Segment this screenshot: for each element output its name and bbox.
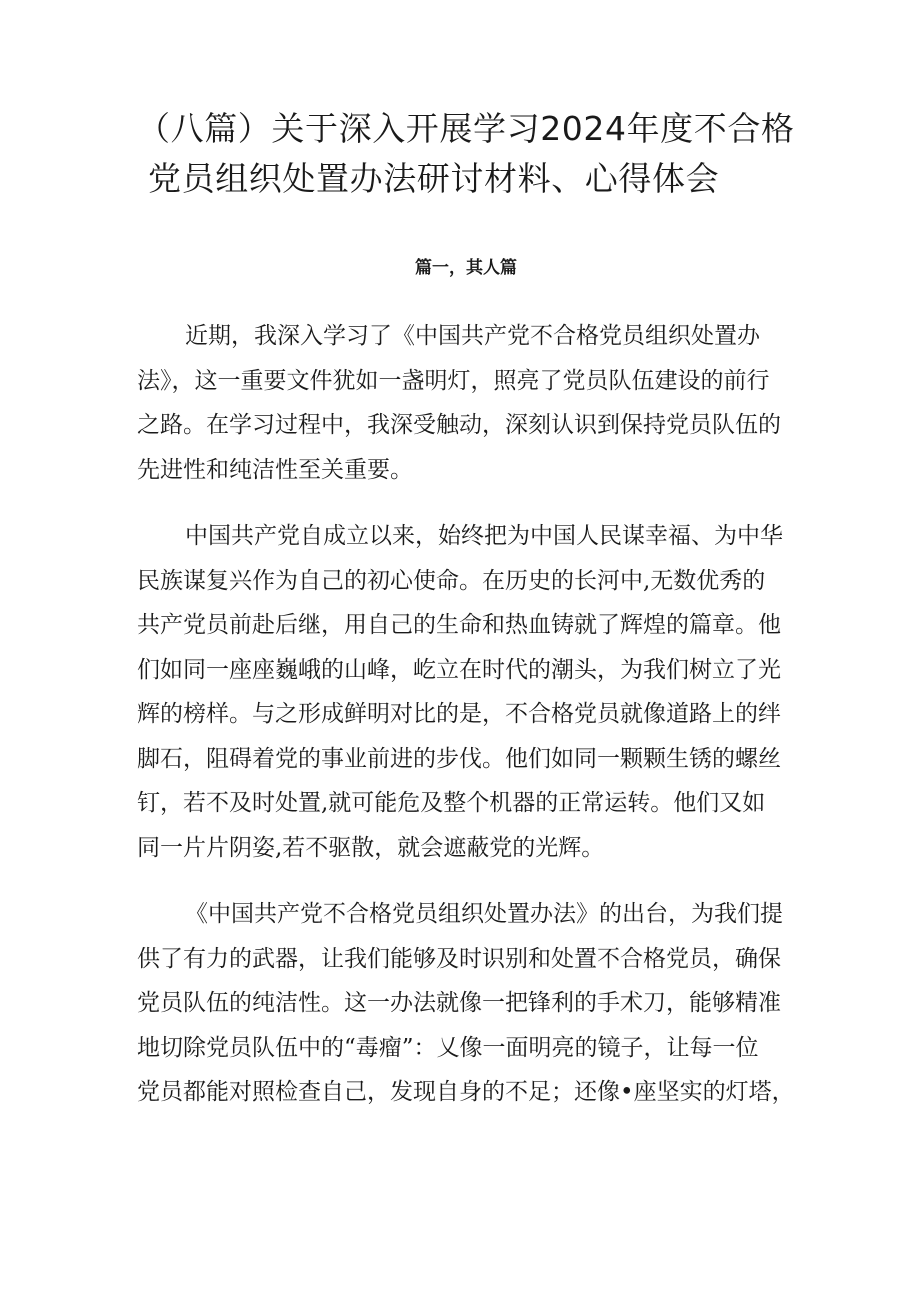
- paragraph-line: 同一片片阴姿,若不驱散，就会遮蔽党的光辉。: [137, 834, 605, 861]
- paragraph-line: 党员队伍的纯洁性。这一办法就像一把锋利的手术刀，能够精准: [137, 990, 781, 1016]
- paragraph-line: 党员都能对照检查自己，发现自身的不足；还像•座坚实的灯塔，: [137, 1079, 795, 1105]
- title-line-2: 党员组织处置办法研讨材料、心得体会: [148, 159, 720, 198]
- paragraph-line: 钉，若不及时处置,就可能危及整个机器的正常运转。他们又如: [137, 790, 766, 816]
- paragraph-1: [137, 314, 797, 492]
- paragraph-line: 中国共产党自成立以来，始终把为中国人民谋幸福、为中华: [185, 523, 783, 549]
- title-line-1: （八篇）关于深入开展学习2024年度不合格: [137, 109, 795, 148]
- paragraph-line: 近期，我深入学习了《中国共产党不合格党员组织处置办: [185, 323, 760, 349]
- document-body: [137, 314, 797, 1137]
- paragraph-2: [137, 514, 797, 870]
- paragraph-line: 民族谋复兴作为自己的初心使命。在历史的长河中,无数优秀的: [137, 567, 766, 594]
- paragraph-line: 地切除党员队伍中的“毒瘤”：乂像一面明亮的镜子，让每一位: [137, 1034, 759, 1061]
- paragraph-line: 们如同一座座巍峨的山峰，屹立在时代的潮头，为我们树立了光: [137, 656, 781, 683]
- section-heading: 篇一，其人篇: [415, 258, 517, 278]
- paragraph-line: 供了有力的武器，让我们能够及时识别和处置不合格党员，确保: [137, 945, 781, 972]
- paragraph-line: 法》，这一重要文件犹如一盏明灯，照亮了党员队伍建设的前行: [137, 367, 770, 394]
- paragraph-line: 脚石，阻碍着党的事业前进的步伐。他们如同一颗颗生锈的螺丝: [137, 745, 781, 772]
- document-title: [137, 104, 820, 204]
- paragraph-line: 辉的榜样。与之形成鲜明对比的是，不合格党员就像道路上的绊: [137, 701, 781, 727]
- paragraph-line: 先进性和纯洁性至关重要。: [137, 456, 413, 483]
- paragraph-line: 之路。在学习过程中，我深受触动，深刻认识到保持党员队伍的: [137, 412, 781, 438]
- paragraph-3: [137, 892, 797, 1115]
- paragraph-line: 《中国共产党不合格党员组织处置办法》的出台，为我们提: [185, 901, 783, 927]
- paragraph-line: 共产党员前赴后继，用自己的生命和热血铸就了辉煌的篇章。他: [137, 612, 781, 638]
